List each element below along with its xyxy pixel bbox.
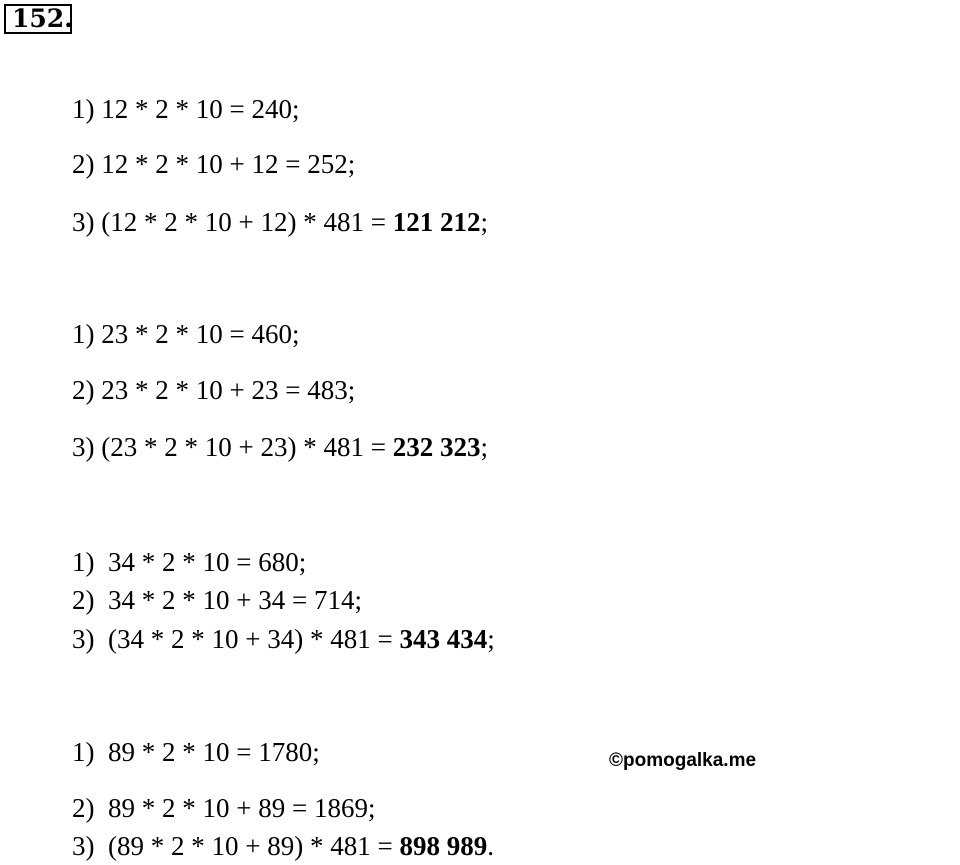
equation-line: 2) 12 * 2 * 10 + 12 = 252; <box>72 149 356 179</box>
equation-line: 3) (23 * 2 * 10 + 23) * 481 = 232 323; <box>72 432 488 462</box>
equation-line: 3) (12 * 2 * 10 + 12) * 481 = 121 212; <box>72 207 488 237</box>
task-number: 152. <box>4 4 72 34</box>
equation-line: 3) (89 * 2 * 10 + 89) * 481 = 898 989. <box>72 831 494 861</box>
equation-line: 3) (34 * 2 * 10 + 34) * 481 = 343 434; <box>72 624 495 654</box>
result-value: 232 323 <box>392 432 481 462</box>
result-value: 121 212 <box>392 207 481 237</box>
equation-line: 2) 34 * 2 * 10 + 34 = 714; <box>72 585 362 615</box>
equation-line: 2) 89 * 2 * 10 + 89 = 1869; <box>72 793 376 823</box>
watermark: ©pomogalka.me <box>609 750 757 771</box>
result-value: 343 434 <box>399 624 488 654</box>
equation-line: 2) 23 * 2 * 10 + 23 = 483; <box>72 375 356 405</box>
result-value: 898 989 <box>399 831 488 861</box>
equation-line: 1) 89 * 2 * 10 = 1780; <box>72 737 320 767</box>
equation-line: 1) 23 * 2 * 10 = 460; <box>72 319 300 349</box>
equation-line: 1) 34 * 2 * 10 = 680; <box>72 547 307 577</box>
equation-line: 1) 12 * 2 * 10 = 240; <box>72 94 300 124</box>
